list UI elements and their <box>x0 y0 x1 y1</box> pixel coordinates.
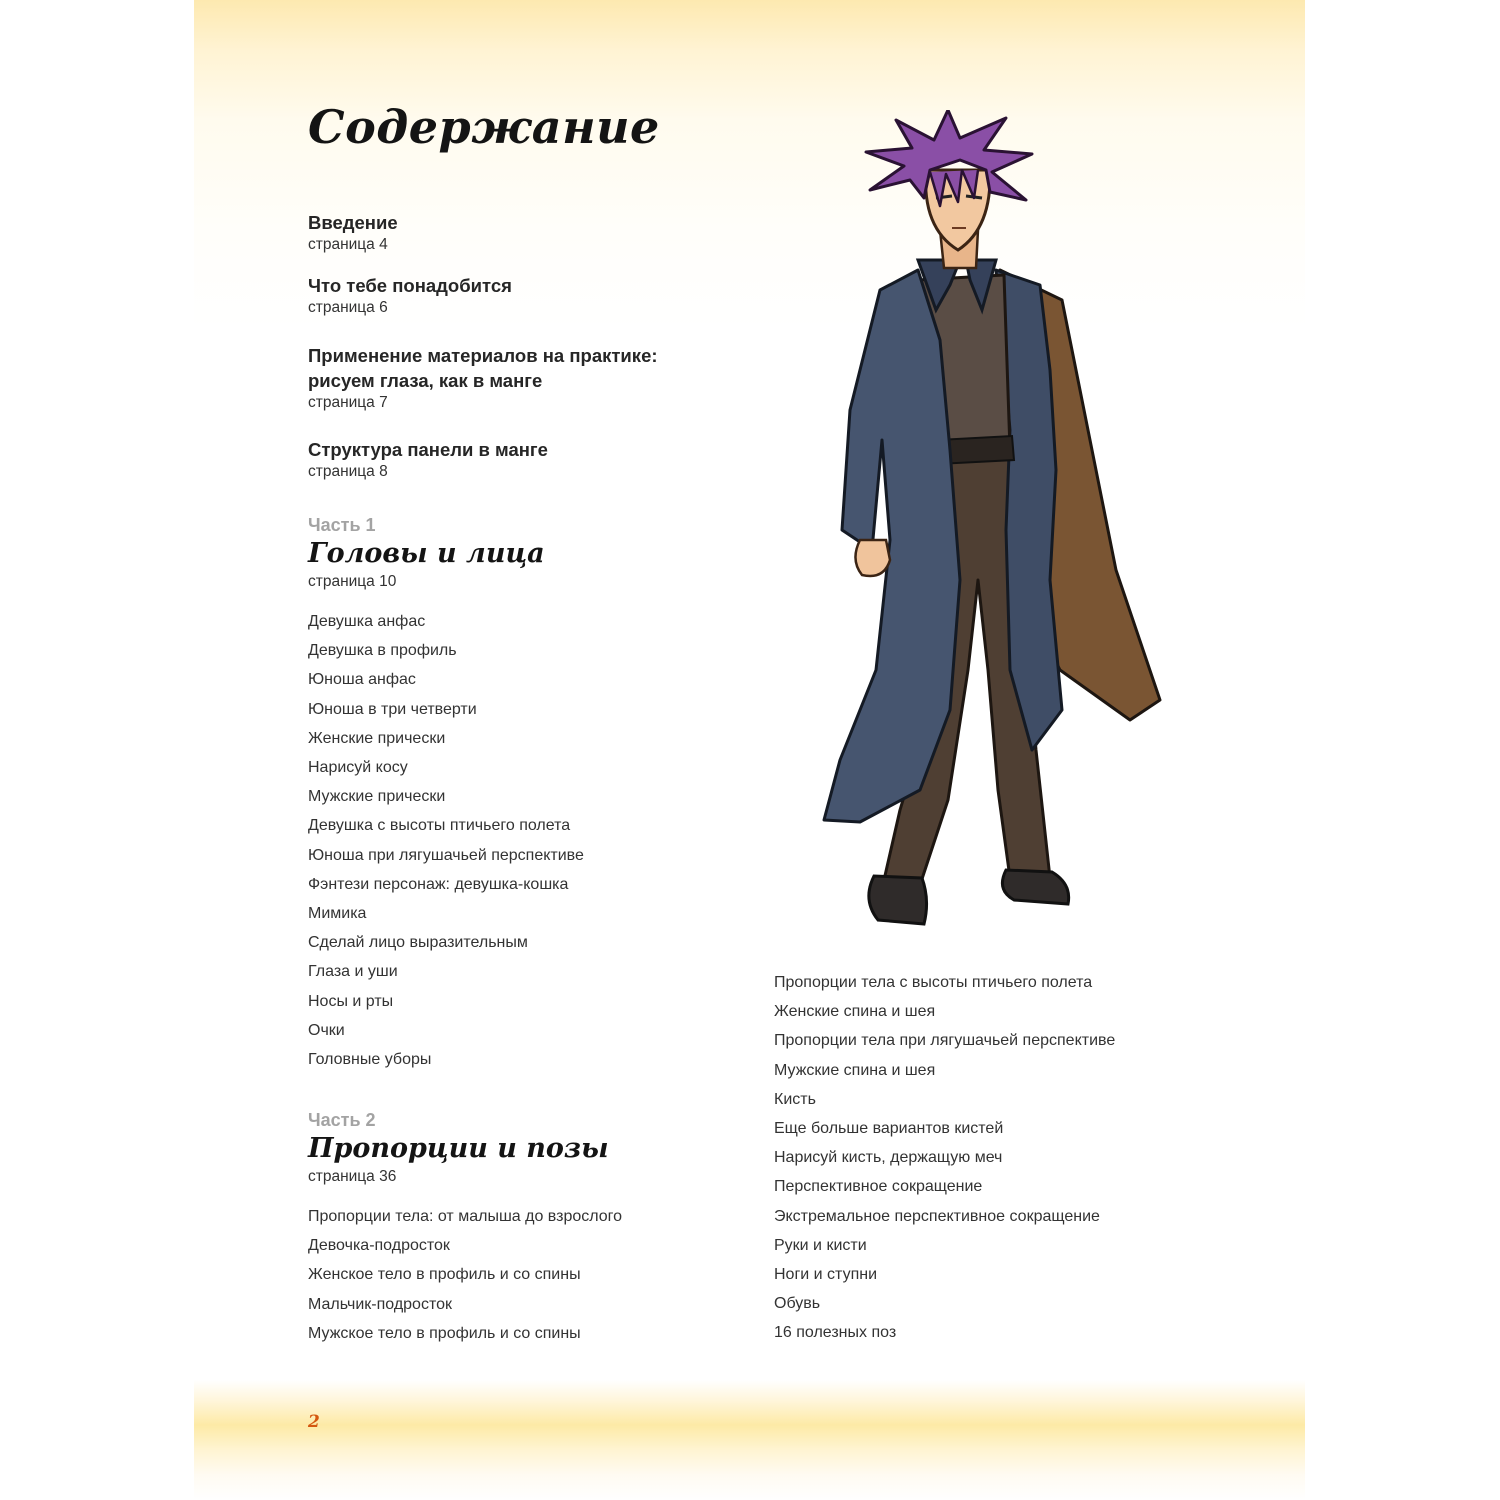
toc-entry-intro[interactable] <box>308 210 398 255</box>
list-item[interactable]: Мимика <box>308 905 367 923</box>
list-item[interactable]: Руки и кисти <box>774 1236 867 1254</box>
list-item[interactable]: Еще больше вариантов кистей <box>774 1120 1004 1138</box>
manga-character-icon <box>800 110 1180 940</box>
list-item[interactable]: Девушка в профиль <box>308 642 457 660</box>
entry-page: страница 8 <box>308 463 388 480</box>
entry-title: Применение материалов на практике: <box>308 345 658 366</box>
list-item[interactable]: Пропорции тела с высоты птичьего полета <box>774 974 1093 991</box>
toc-heading: Содержание <box>308 100 660 154</box>
list-item[interactable]: Очки <box>308 1021 345 1039</box>
entry-title: Что тебе понадобится <box>308 275 512 296</box>
list-item[interactable]: Юноша при лягушачьей перспективе <box>308 846 584 864</box>
list-item[interactable]: Кисть <box>774 1090 816 1108</box>
list-item[interactable]: Перспективное сокращение <box>774 1178 983 1196</box>
list-item[interactable]: Юноша анфас <box>308 671 416 689</box>
list-item[interactable]: Головные уборы <box>308 1051 432 1069</box>
list-item[interactable]: Сделай лицо выразительным <box>308 934 528 952</box>
part2-page: страница 36 <box>308 1168 397 1185</box>
list-item[interactable]: Нарисуй кисть, держащую меч <box>774 1149 1003 1167</box>
entry-page: страница 6 <box>308 299 388 316</box>
list-item[interactable]: Мальчик-подросток <box>308 1295 452 1313</box>
list-item[interactable]: Девочка-подросток <box>308 1237 450 1255</box>
entry-title-line2: рисуем глаза, как в манге <box>308 370 543 391</box>
list-item[interactable]: Мужское тело в профиль и со спины <box>308 1324 581 1342</box>
list-item[interactable]: Женские прически <box>308 729 446 747</box>
part1-title[interactable]: Головы и лица <box>308 538 545 569</box>
list-item[interactable]: Нарисуй косу <box>308 759 408 777</box>
part1-page: страница 10 <box>308 573 397 590</box>
list-item[interactable]: 16 полезных поз <box>774 1324 897 1342</box>
toc-entry-materials[interactable] <box>308 273 512 318</box>
entry-page: страница 4 <box>308 236 388 253</box>
entry-title: Введение <box>308 212 398 233</box>
entry-page: страница 7 <box>308 394 388 411</box>
part2-label: Часть 2 <box>308 1110 376 1130</box>
list-item[interactable]: Обувь <box>774 1295 821 1313</box>
part2-list-right <box>774 968 1115 1348</box>
list-item[interactable]: Девушка с высоты птичьего полета <box>308 817 571 835</box>
list-item[interactable]: Женские спина и шея <box>774 1003 936 1021</box>
list-item[interactable]: Мужские прически <box>308 788 446 806</box>
list-item[interactable]: Женское тело в профиль и со спины <box>308 1266 581 1284</box>
list-item[interactable]: Юноша в три четверти <box>308 700 477 718</box>
list-item[interactable]: Пропорции тела: от малыша до взрослого <box>308 1208 623 1225</box>
part1-list <box>308 607 584 1074</box>
part2-list-left <box>308 1202 622 1348</box>
list-item[interactable]: Носы и рты <box>308 992 394 1010</box>
list-item[interactable]: Фэнтези персонаж: девушка-кошка <box>308 875 569 893</box>
list-item[interactable]: Ноги и ступни <box>774 1266 877 1284</box>
list-item[interactable]: Пропорции тела при лягушачьей перспективе <box>774 1032 1116 1050</box>
list-item[interactable]: Мужские спина и шея <box>774 1061 936 1079</box>
list-item[interactable]: Экстремальное перспективное сокращение <box>774 1207 1100 1225</box>
part1-label: Часть 1 <box>308 515 376 535</box>
entry-title: Структура панели в манге <box>308 439 548 460</box>
page-number: 2 <box>308 1412 320 1432</box>
toc-entry-practice[interactable] <box>308 343 658 413</box>
toc-entry-panel-structure[interactable] <box>308 437 548 482</box>
list-item[interactable]: Девушка анфас <box>308 613 426 630</box>
part2-title[interactable]: Пропорции и позы <box>308 1133 609 1164</box>
list-item[interactable]: Глаза и уши <box>308 963 398 981</box>
